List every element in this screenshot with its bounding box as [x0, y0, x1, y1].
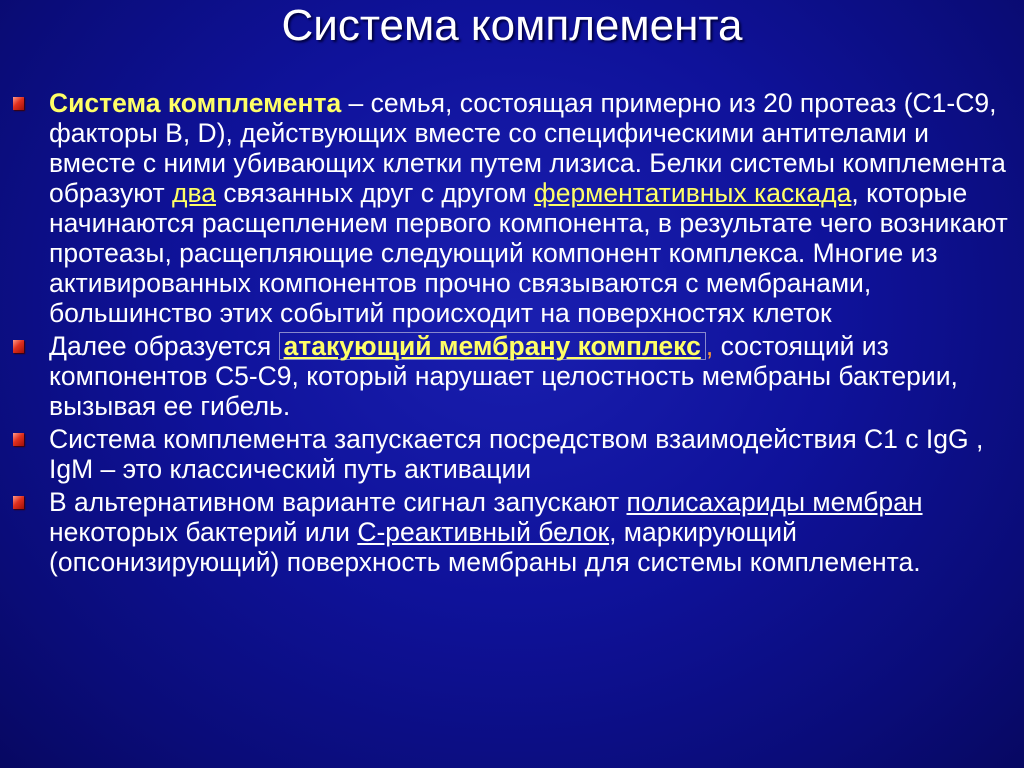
- link-membrane-polysaccharides[interactable]: полисахариды мембран: [626, 487, 923, 517]
- bullet-text: Система комплемента запускается посредством взаимодействия С1 с IgG , IgM – это классический путь активации: [49, 424, 984, 484]
- bullet-list: [0, 88, 1024, 580]
- link-c-reactive-protein[interactable]: С-реактивный белок: [357, 517, 610, 547]
- bullet-item-classic-path: [0, 424, 1024, 484]
- bullet-text: , маркирующий (опсонизирующий) поверхность мембраны для системы комплемента.: [49, 517, 921, 577]
- bullet-text: , которые начинаются расщеплением первого компонента, в результате чего возникают протеазы, расщепляющие следующий компонент комплекса. Многие из активированных компонентов прочно связываются с мембранами, большинство этих событий происходит на поверхностях клеток: [49, 178, 1008, 328]
- bullet-item-alternative-path: [0, 487, 1024, 577]
- bullet-text: связанных друг с другом: [215, 178, 534, 208]
- comma-accent: ,: [705, 331, 714, 361]
- bullet-text: некоторых бактерий или: [49, 517, 358, 547]
- bullet-text: – семья, состоящая примерно из 20 протеаз (С1-С9, факторы B, D), действующих вместе со специфическими антителами и вместе с ними убивающих клетки путем лизиса. Белки системы комплемента образуют: [49, 88, 1006, 208]
- bullet-text: В альтернативном варианте сигнал запускают: [49, 487, 627, 517]
- bullet-item-mac: [0, 331, 1024, 421]
- bullet-marker-icon: [13, 97, 24, 110]
- bullet-marker-icon: [13, 340, 24, 353]
- bullet-marker-icon: [13, 433, 24, 446]
- slide-title: Система комплемента: [281, 1, 743, 50]
- bullet-marker-icon: [13, 496, 24, 509]
- link-enzymatic-cascade[interactable]: ферментативных каскада: [533, 178, 852, 208]
- bullet-text: состоящий из компонентов С5-С9, который нарушает целостность мембраны бактерии, вызывая ее гибель.: [49, 331, 958, 421]
- bullet-item-definition: [0, 88, 1024, 328]
- link-two[interactable]: два: [172, 178, 216, 208]
- link-membrane-attack-complex[interactable]: атакующий мембрану комплекс: [279, 332, 706, 360]
- term-complement-system: Система комплемента: [49, 88, 342, 118]
- bullet-text: Далее образуется: [49, 331, 279, 361]
